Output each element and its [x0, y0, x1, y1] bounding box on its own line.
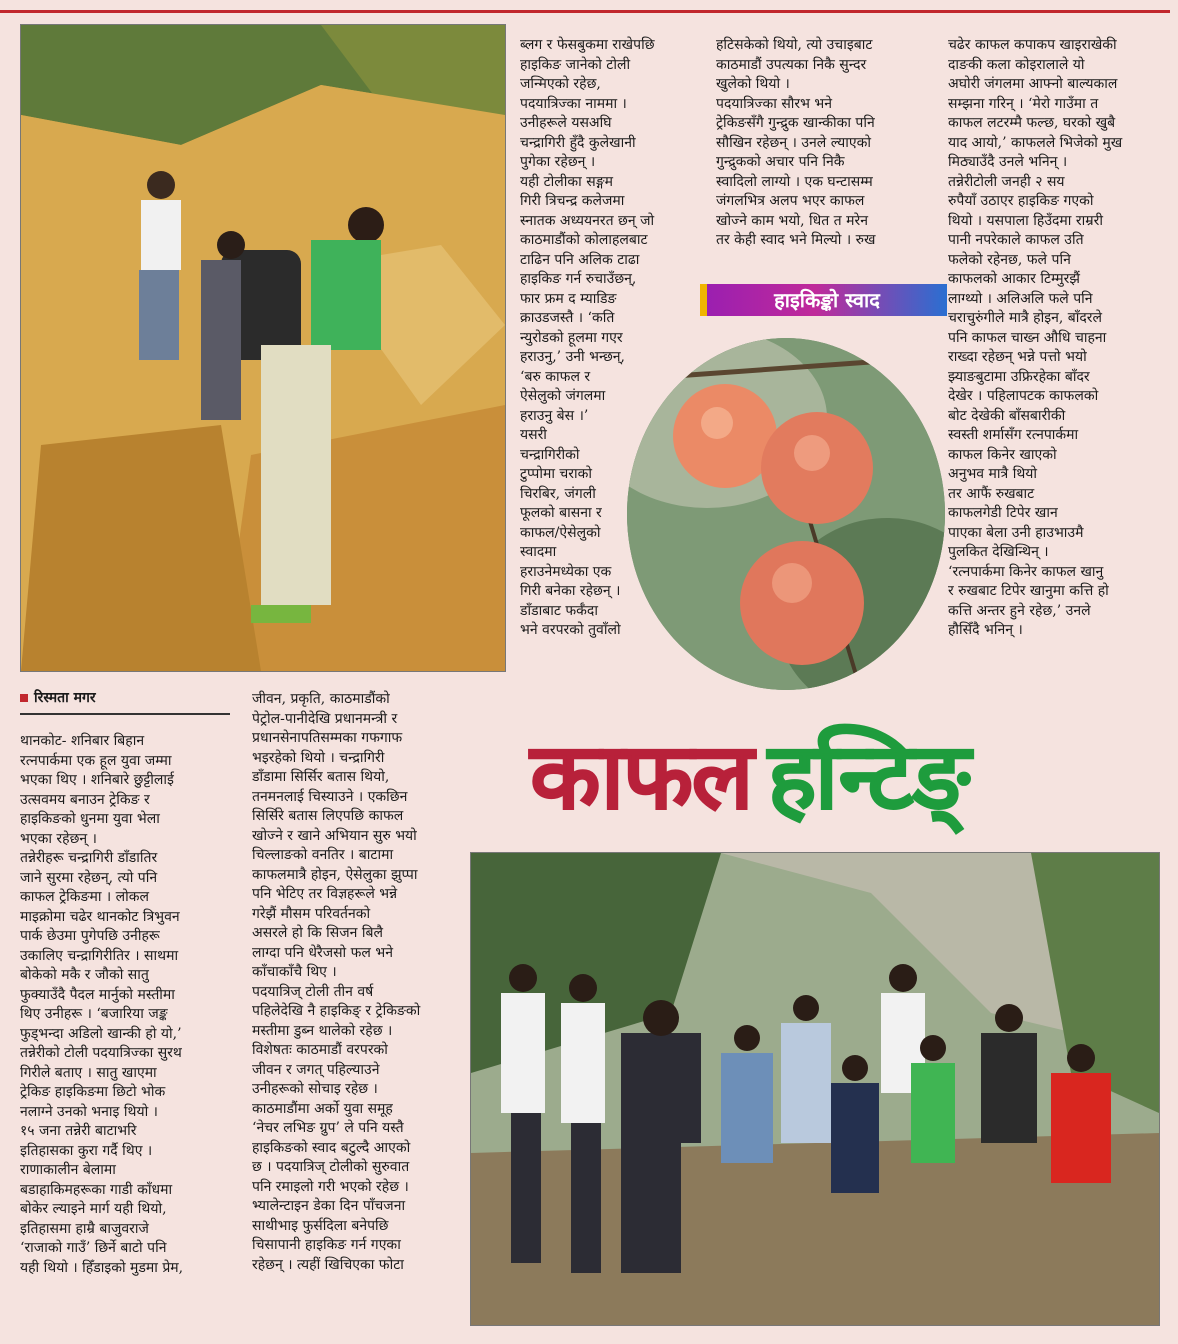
kafal-fruit-photo [627, 338, 945, 690]
top-rule [0, 10, 1170, 13]
section-banner: हाइकिङ्को स्वाद [700, 284, 947, 316]
article-column-upper-1: ब्लग र फेसबुकमा राखेपछि हाइकिङ जानेको टोली जन्मिएको रहेछ, पदयात्रिज्का नाममा । उनीहरूले यसअघि चन्द्रागिरी हुँदै कुलेखानी पुगेका रहेछन् । यही टोलीका सङ्गम गिरी त्रिचन्द्र कलेजमा स्नातक अध्ययनरत छन् जो काठमाडौंको कोलाहलबाट टाढिन पनि अलिक टाढा हाइकिङ गर्न रुचाउँछन्, फार फ्रम द म्याडिङ क्राउडजस्तै । ‘कति न्युरोडको हूलमा गएर हराउनु,’ उनी भन्छन्, ‘बरु काफल र ऐसेलुको जंगलमा हराउनु बेस ।’ यसरी चन्द्रागिरीको टुप्पोमा चराको चिरबिर, जंगली फूलको बासना र काफल/ऐसेलुको स्वादमा हराउनेमध्येका एक गिरी बनेका रहेछन् । डाँडाबाट फर्कँदा भने वरपरको तुवाँलो [520, 37, 655, 638]
article-column-upper-3: चढेर काफल कपाकप खाइराखेकी दाङकी कला कोइरालाले यो अघोरी जंगलमा आफ्नो बाल्यकाल सम्झना गरिन् । ‘मेरो गाउँमा त काफल लटरम्मै फल्छ, घरको खुबै याद आयो,’ काफलले भिजेको मुख मिठ्याउँदै उनले भनिन् । तन्नेरीटोली जनही २ सय रुपैयाँ उठाएर हाइकिङ गएको थियो । यसपाला हिउँदमा राम्ररी पानी नपरेकाले काफल उति फलेको रहेनछ, फले पनि काफलको आकार टिम्मुरझैं लाग्थ्यो । अलिअलि फले पनि चराचुरुंगीले मात्रै होइन, बाँदरले पनि काफल चाख्न औधि चाहना राख्दा रहेछन् भन्ने पत्तो भयो झ्याङबुटामा उफ्रिरहेका बाँदर देखेर । पहिलापटक काफलको बोट देखेकी बाँसबारीकी स्वस्ती शर्मासँग रत्नपार्कमा काफल किनेर खाएको अनुभव मात्रै थियो तर आफैं रुखबाट काफलगेडी टिपेर खान पाएका बेला उनी हाउभाउमै पुलकित देखिन्थिन् । ‘रत्नपार्कमा किनेर काफल खानु र रुखबाट टिपेर खानुमा कत्ति हो कत्ति अन्तर हुने रहेछ,’ उनले हौसिँदै भनिन् । [948, 37, 1123, 638]
author-name: रिस्मता मगर [34, 690, 96, 706]
headline-word-2: हन्टिङ् [767, 723, 969, 830]
headline [530, 722, 1150, 832]
byline [20, 688, 230, 715]
article-column-upper-2: हटिसकेको थियो, त्यो उचाइबाट काठमाडौं उपत्यका निकै सुन्दर खुलेको थियो । पदयात्रिज्का सौरभ भने ट्रेकिङसँगै गुन्द्रुक खान्कीका पनि सौखिन रहेछन् । उनले ल्याएको गुन्द्रुकको अचार पनि निकै स्वादिलो लाग्यो । एक घन्टासम्म जंगलभित्र अलप भएर काफल खोज्ने काम भयो, धित त मरेन तर केही स्वाद भने मिल्यो । रुख [716, 37, 876, 248]
climbing-photo [20, 24, 506, 672]
group-photo [470, 852, 1160, 1326]
article-column-lower-1: थानकोट- शनिबार बिहान रत्नपार्कमा एक हूल युवा जम्मा भएका थिए । शनिबारे छुट्टीलाई उत्सवमय बनाउन ट्रेकिङ र हाइकिङको धुनमा युवा भेला भएका रहेछन् । तन्नेरीहरू चन्द्रागिरी डाँडातिर जाने सुरमा रहेछन्, त्यो पनि काफल ट्रेकिङमा । लोकल माइक्रोमा चढेर थानकोट त्रिभुवन पार्क छेउमा पुगेपछि उनीहरू उकालिए चन्द्रागिरीतिर । साथमा बोकेको मकै र जौको सातु फुक्याउँदै पैदल मार्नुको मस्तीमा थिए उनीहरू । ‘बजारिया जङ्क फुड्भन्दा अडिलो खान्की हो यो,’ तन्नेरीको टोली पदयात्रिज्का सुरथ गिरीले बताए । सातु खाएमा ट्रेकिङ हाइकिङमा छिटो भोक नलाग्ने उनको भनाइ थियो । १५ जना तन्नेरी बाटाभरि इतिहासका कुरा गर्दै थिए । राणाकालीन बेलामा बडाहाकिमहरूका गाडी काँधमा बोकेर ल्याइने मार्ग यही थियो, इतिहासमा हाम्रै बाजुवराजे ‘राजाको गाउँ’ छिर्ने बाटो पनि यही थियो । हिँडाइको मुडमा प्रेम, [20, 733, 184, 1276]
article-column-lower-2: जीवन, प्रकृति, काठमाडौंको पेट्रोल-पानीदेखि प्रधानमन्त्री र प्रधानसेनापतिसम्मका गफगाफ भइरहेको थियो । चन्द्रागिरी डाँडामा सिर्सिर बतास थियो, तनमनलाई चिस्याउने । एकछिन सिर्सिरे बतास लिएपछि काफल खोज्ने र खाने अभियान सुरु भयो चिल्लाङको वनतिर । बाटामा काफलमात्रै होइन, ऐसेलुका झुप्पा पनि भेटिए तर विज्ञहरूले भन्ने गरेझैं मौसम परिवर्तनको असरले हो कि सिजन बिलै लाग्दा पनि धेरैजसो फल भने काँचाकाँचै थिए । पदयात्रिज् टोली तीन वर्ष पहिलेदेखि नै हाइकिङ् र ट्रेकिङको मस्तीमा डुब्न थालेको रहेछ । विशेषतः काठमाडौं वरपरको जीवन र जगत् पहिल्याउने उनीहरूको सोचाइ रहेछ । काठमाडौंमा अर्को युवा समूह ‘नेचर लभिङ ग्रुप’ ले पनि यस्तै हाइकिङको स्वाद बटुल्दै आएको छ । पदयात्रिज् टोलीको सुरुवात पनि रमाइलो गरी भएको रहेछ । भ्यालेन्टाइन डेका दिन पाँचजना साथीभाइ फुर्सदिला बनेपछि चिसापानी हाइकिङ गर्न गएका रहेछन् । त्यहीं खिचिएका फोटा [252, 691, 421, 1273]
byline-marker [20, 694, 28, 702]
headline-word-1: काफल [530, 723, 752, 830]
